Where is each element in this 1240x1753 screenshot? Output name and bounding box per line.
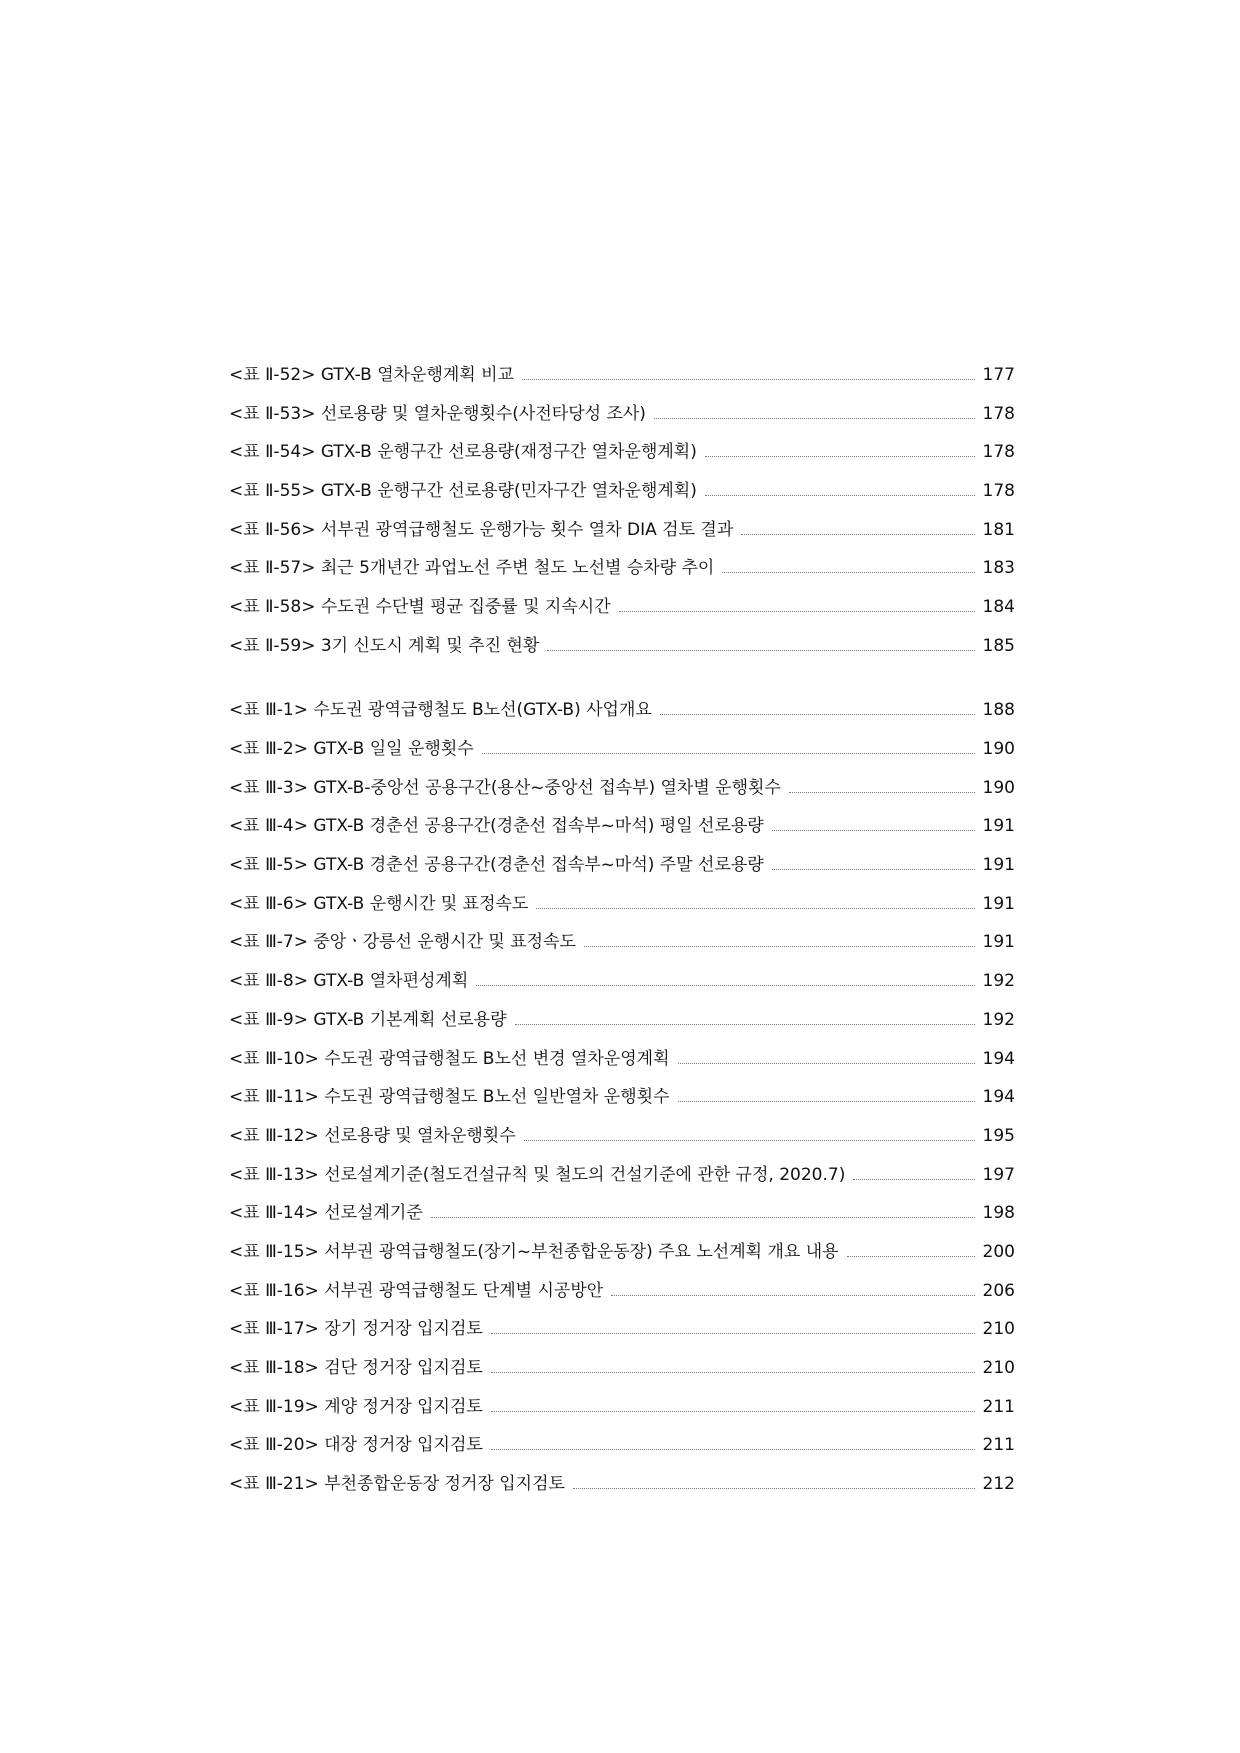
entry-title: <표 Ⅲ-21> 부천종합운동장 정거장 입지검토 xyxy=(229,1474,565,1495)
dot-leader xyxy=(573,1488,975,1489)
entry-title: <표 Ⅲ-9> GTX-B 기본계획 선로용량 xyxy=(229,1009,507,1030)
dot-leader xyxy=(678,1101,975,1102)
dot-leader xyxy=(705,495,975,496)
dot-leader xyxy=(847,1256,975,1257)
entry-title: <표 Ⅱ-53> 선로용량 및 열차운행횟수(사전타당성 조사) xyxy=(229,403,646,424)
table-of-tables-list xyxy=(229,356,1015,1504)
toc-entry[interactable] xyxy=(229,356,1015,395)
toc-entry[interactable] xyxy=(229,808,1015,847)
entry-title: <표 Ⅲ-19> 계양 정거장 입지검토 xyxy=(229,1396,483,1417)
toc-entry[interactable] xyxy=(229,1465,1015,1504)
toc-group-chapter-3 xyxy=(229,692,1015,1504)
entry-page-number: 177 xyxy=(982,364,1015,385)
toc-entry[interactable] xyxy=(229,511,1015,550)
dot-leader xyxy=(476,985,974,986)
entry-page-number: 191 xyxy=(982,816,1015,837)
dot-leader xyxy=(705,456,975,457)
toc-entry[interactable] xyxy=(229,1349,1015,1388)
entry-title: <표 Ⅲ-15> 서부권 광역급행철도(장기~부천종합운동장) 주요 노선계획 개요 내용 xyxy=(229,1241,839,1262)
dot-leader xyxy=(789,792,975,793)
entry-page-number: 181 xyxy=(982,519,1015,540)
entry-title: <표 Ⅲ-1> 수도권 광역급행철도 B노선(GTX-B) 사업개요 xyxy=(229,700,652,721)
dot-leader xyxy=(722,572,974,573)
entry-title: <표 Ⅲ-11> 수도권 광역급행철도 B노선 일반열차 운행횟수 xyxy=(229,1087,670,1108)
entry-page-number: 206 xyxy=(982,1280,1015,1301)
dot-leader xyxy=(611,1295,974,1296)
entry-title: <표 Ⅱ-58> 수도권 수단별 평균 집중률 및 지속시간 xyxy=(229,596,611,617)
toc-group-chapter-2 xyxy=(229,356,1015,666)
toc-entry[interactable] xyxy=(229,1233,1015,1272)
dot-leader xyxy=(482,753,975,754)
dot-leader xyxy=(660,714,975,715)
entry-title: <표 Ⅲ-5> GTX-B 경춘선 공용구간(경춘선 접속부~마석) 주말 선로용량 xyxy=(229,855,764,876)
entry-page-number: 192 xyxy=(982,971,1015,992)
dot-leader xyxy=(772,869,975,870)
entry-title: <표 Ⅲ-13> 선로설계기준(철도건설규칙 및 철도의 건설기준에 관한 규정, 2020.7) xyxy=(229,1164,846,1185)
entry-title: <표 Ⅱ-57> 최근 5개년간 과업노선 주변 철도 노선별 승차량 추이 xyxy=(229,558,715,579)
toc-entry[interactable] xyxy=(229,846,1015,885)
dot-leader xyxy=(522,379,975,380)
dot-leader xyxy=(431,1217,975,1218)
toc-entry[interactable] xyxy=(229,1001,1015,1040)
dot-leader xyxy=(678,1063,975,1064)
toc-entry[interactable] xyxy=(229,885,1015,924)
entry-title: <표 Ⅲ-14> 선로설계기준 xyxy=(229,1203,423,1224)
toc-entry[interactable] xyxy=(229,627,1015,666)
toc-entry[interactable] xyxy=(229,1117,1015,1156)
toc-entry[interactable] xyxy=(229,1388,1015,1427)
entry-title: <표 Ⅲ-3> GTX-B-중앙선 공용구간(용산~중앙선 접속부) 열차별 운행횟수 xyxy=(229,777,781,798)
entry-page-number: 185 xyxy=(982,635,1015,656)
entry-page-number: 211 xyxy=(982,1435,1015,1456)
entry-page-number: 210 xyxy=(982,1358,1015,1379)
toc-entry[interactable] xyxy=(229,692,1015,731)
entry-page-number: 194 xyxy=(982,1087,1015,1108)
toc-entry[interactable] xyxy=(229,1311,1015,1350)
dot-leader xyxy=(491,1449,975,1450)
entry-page-number: 184 xyxy=(982,596,1015,617)
entry-page-number: 212 xyxy=(982,1474,1015,1495)
entry-title: <표 Ⅱ-55> GTX-B 운행구간 선로용량(민자구간 열차운행계획) xyxy=(229,480,697,501)
dot-leader xyxy=(741,534,974,535)
toc-entry[interactable] xyxy=(229,1156,1015,1195)
entry-title: <표 Ⅲ-20> 대장 정거장 입지검토 xyxy=(229,1435,483,1456)
entry-title: <표 Ⅲ-2> GTX-B 일일 운행횟수 xyxy=(229,739,474,760)
entry-page-number: 195 xyxy=(982,1125,1015,1146)
toc-entry[interactable] xyxy=(229,588,1015,627)
entry-title: <표 Ⅱ-52> GTX-B 열차운행계획 비교 xyxy=(229,364,514,385)
toc-entry[interactable] xyxy=(229,433,1015,472)
toc-entry[interactable] xyxy=(229,1272,1015,1311)
dot-leader xyxy=(772,830,975,831)
entry-page-number: 191 xyxy=(982,893,1015,914)
entry-title: <표 Ⅲ-16> 서부권 광역급행철도 단계별 시공방안 xyxy=(229,1280,604,1301)
toc-entry[interactable] xyxy=(229,1427,1015,1466)
entry-page-number: 178 xyxy=(982,480,1015,501)
toc-entry[interactable] xyxy=(229,472,1015,511)
entry-title: <표 Ⅲ-7> 중앙ㆍ강릉선 운행시간 및 표정속도 xyxy=(229,932,576,953)
entry-page-number: 178 xyxy=(982,442,1015,463)
entry-title: <표 Ⅲ-8> GTX-B 열차편성계획 xyxy=(229,971,469,992)
toc-entry[interactable] xyxy=(229,1040,1015,1079)
dot-leader xyxy=(491,1372,975,1373)
toc-entry[interactable] xyxy=(229,924,1015,963)
dot-leader xyxy=(619,611,975,612)
entry-title: <표 Ⅱ-54> GTX-B 운행구간 선로용량(재정구간 열차운행계획) xyxy=(229,442,697,463)
entry-title: <표 Ⅱ-56> 서부권 광역급행철도 운행가능 횟수 열차 DIA 검토 결과 xyxy=(229,519,734,540)
entry-page-number: 178 xyxy=(982,403,1015,424)
entry-title: <표 Ⅲ-4> GTX-B 경춘선 공용구간(경춘선 접속부~마석) 평일 선로용량 xyxy=(229,816,764,837)
dot-leader xyxy=(491,1411,975,1412)
entry-title: <표 Ⅱ-59> 3기 신도시 계획 및 추진 현황 xyxy=(229,635,540,656)
entry-page-number: 191 xyxy=(982,855,1015,876)
entry-page-number: 190 xyxy=(982,777,1015,798)
entry-page-number: 192 xyxy=(982,1009,1015,1030)
dot-leader xyxy=(853,1179,974,1180)
entry-page-number: 190 xyxy=(982,739,1015,760)
toc-entry[interactable] xyxy=(229,549,1015,588)
entry-title: <표 Ⅲ-10> 수도권 광역급행철도 B노선 변경 열차운영계획 xyxy=(229,1048,670,1069)
dot-leader xyxy=(584,946,975,947)
entry-title: <표 Ⅲ-18> 검단 정거장 입지검토 xyxy=(229,1358,483,1379)
entry-title: <표 Ⅲ-6> GTX-B 운행시간 및 표정속도 xyxy=(229,893,529,914)
entry-page-number: 211 xyxy=(982,1396,1015,1417)
dot-leader xyxy=(654,418,975,419)
dot-leader xyxy=(524,1140,975,1141)
toc-entry[interactable] xyxy=(229,730,1015,769)
toc-entry[interactable] xyxy=(229,769,1015,808)
entry-page-number: 210 xyxy=(982,1319,1015,1340)
entry-page-number: 197 xyxy=(982,1164,1015,1185)
dot-leader xyxy=(491,1333,975,1334)
dot-leader xyxy=(515,1024,975,1025)
dot-leader xyxy=(536,908,974,909)
entry-page-number: 183 xyxy=(982,558,1015,579)
entry-title: <표 Ⅲ-12> 선로용량 및 열차운행횟수 xyxy=(229,1125,516,1146)
dot-leader xyxy=(547,650,974,651)
toc-entry[interactable] xyxy=(229,1194,1015,1233)
entry-page-number: 194 xyxy=(982,1048,1015,1069)
entry-page-number: 191 xyxy=(982,932,1015,953)
toc-entry[interactable] xyxy=(229,1078,1015,1117)
toc-entry[interactable] xyxy=(229,395,1015,434)
entry-title: <표 Ⅲ-17> 장기 정거장 입지검토 xyxy=(229,1319,483,1340)
toc-entry[interactable] xyxy=(229,962,1015,1001)
entry-page-number: 198 xyxy=(982,1203,1015,1224)
entry-page-number: 188 xyxy=(982,700,1015,721)
entry-page-number: 200 xyxy=(982,1241,1015,1262)
